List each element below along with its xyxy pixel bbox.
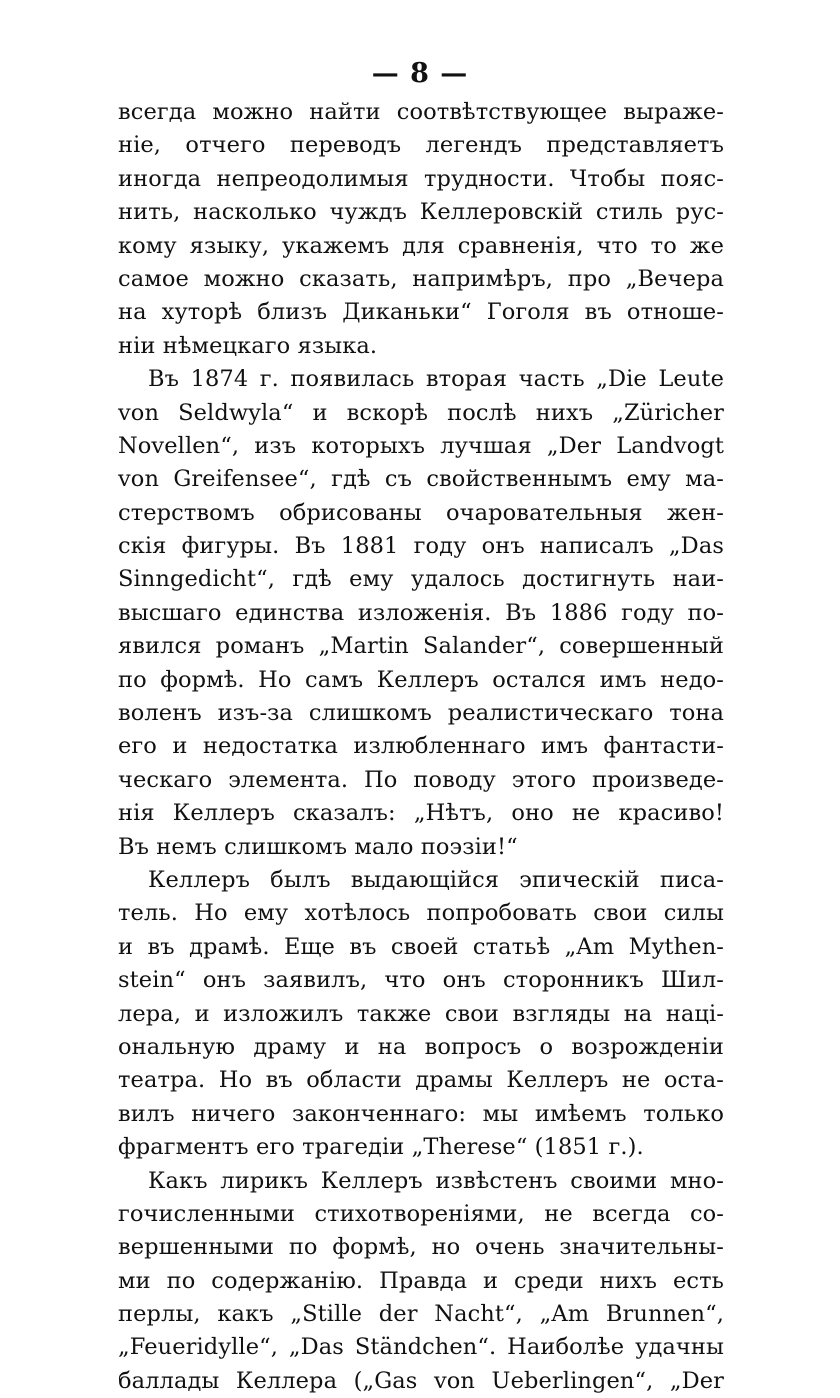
body-text — [118, 96, 724, 1398]
text-line: ческаго элемента. По поводу этого произведе- — [118, 766, 724, 793]
text-line: кому языку, укажемъ для сравненія, что то же — [118, 232, 724, 259]
text-line: Sinngedicht“, гдѣ ему удалось достигнуть наи- — [118, 566, 724, 593]
text-line: вершенными по формѣ, но очень значительны- — [118, 1234, 724, 1261]
text-line: самое можно сказать, напримѣръ, про „Вечера — [118, 265, 724, 292]
text-line: вилъ ничего законченнаго: мы имѣемъ только — [118, 1100, 724, 1127]
text-line: ми по содержанію. Правда и среди нихъ есть — [118, 1267, 724, 1294]
text-line: высшаго единства изложенія. Въ 1886 году по- — [118, 599, 724, 626]
text-line: von Greifensee“, гдѣ съ свойственнымъ ему ма- — [118, 466, 724, 493]
text-line: нить, насколько чуждъ Келлеровскій стиль рус- — [118, 199, 724, 226]
text-line: стерствомъ обрисованы очаровательныя жен- — [118, 499, 724, 526]
text-line: перлы, какъ „Stille der Nacht“, „Am Brunnen“, — [118, 1301, 724, 1328]
text-line: иногда непреодолимыя трудности. Чтобы пояс- — [118, 165, 724, 192]
text-line: его и недостатка излюбленнаго имъ фантасти- — [118, 733, 724, 760]
text-line: гочисленными стихотвореніями, не всегда со- — [118, 1200, 724, 1227]
text-line: Novellen“, изъ которыхъ лучшая „Der Landvogt — [118, 432, 724, 459]
text-line: скія фигуры. Въ 1881 году онъ написалъ „Das — [118, 533, 724, 560]
text-line: баллады Келлера („Gas von Ueberlingen“, „Der — [118, 1367, 724, 1394]
text-line: явился романъ „Martin Salander“, совершенный — [118, 633, 724, 660]
text-line: тель. Но ему хотѣлось попробовать свои силы — [118, 900, 724, 927]
text-line: „Feueridylle“, „Das Ständchen“. Наиболѣе удачны — [118, 1334, 724, 1361]
text-line: всегда можно найти соотвѣтствующее выраже- — [118, 99, 724, 125]
text-line: нія Келлеръ сказалъ: „Нѣтъ, оно не красиво! — [118, 800, 724, 827]
text-line: Какъ лирикъ Келлеръ извѣстенъ своими мно- — [148, 1167, 724, 1194]
text-line: ніи нѣмецкаго языка. — [118, 332, 378, 359]
text-line: фрагментъ его трагедіи „Therese“ (1851 г.). — [118, 1134, 644, 1161]
text-line: ніе, отчего переводъ легендъ представляетъ — [118, 132, 724, 159]
text-line: театра. Но въ области драмы Келлеръ не оста- — [118, 1067, 724, 1094]
text-line: воленъ изъ-за слишкомъ реалистическаго тона — [118, 700, 724, 727]
text-line: и въ драмѣ. Еще въ своей статьѣ „Am Mythen- — [118, 933, 724, 960]
text-line: Въ немъ слишкомъ мало поэзіи!“ — [118, 833, 518, 860]
text-line: лера, и изложилъ также свои взгляды на наці- — [118, 1000, 724, 1027]
text-line: по формѣ. Но самъ Келлеръ остался имъ недо- — [118, 666, 724, 693]
text-line: на хуторѣ близъ Диканьки“ Гоголя въ отноше- — [118, 299, 724, 326]
text-line: Келлеръ былъ выдающійся эпическій писа- — [148, 866, 724, 893]
text-line: von Seldwyla“ и вскорѣ послѣ нихъ „Züricher — [118, 399, 724, 426]
text-line: stein“ онъ заявилъ, что онъ сторонникъ Шил- — [118, 967, 724, 994]
page-number: — 8 — — [371, 58, 469, 89]
text-line: ональную драму и на вопросъ о возрожденіи — [118, 1033, 724, 1060]
text-line: Въ 1874 г. появилась вторая часть „Die Leute — [148, 366, 724, 393]
